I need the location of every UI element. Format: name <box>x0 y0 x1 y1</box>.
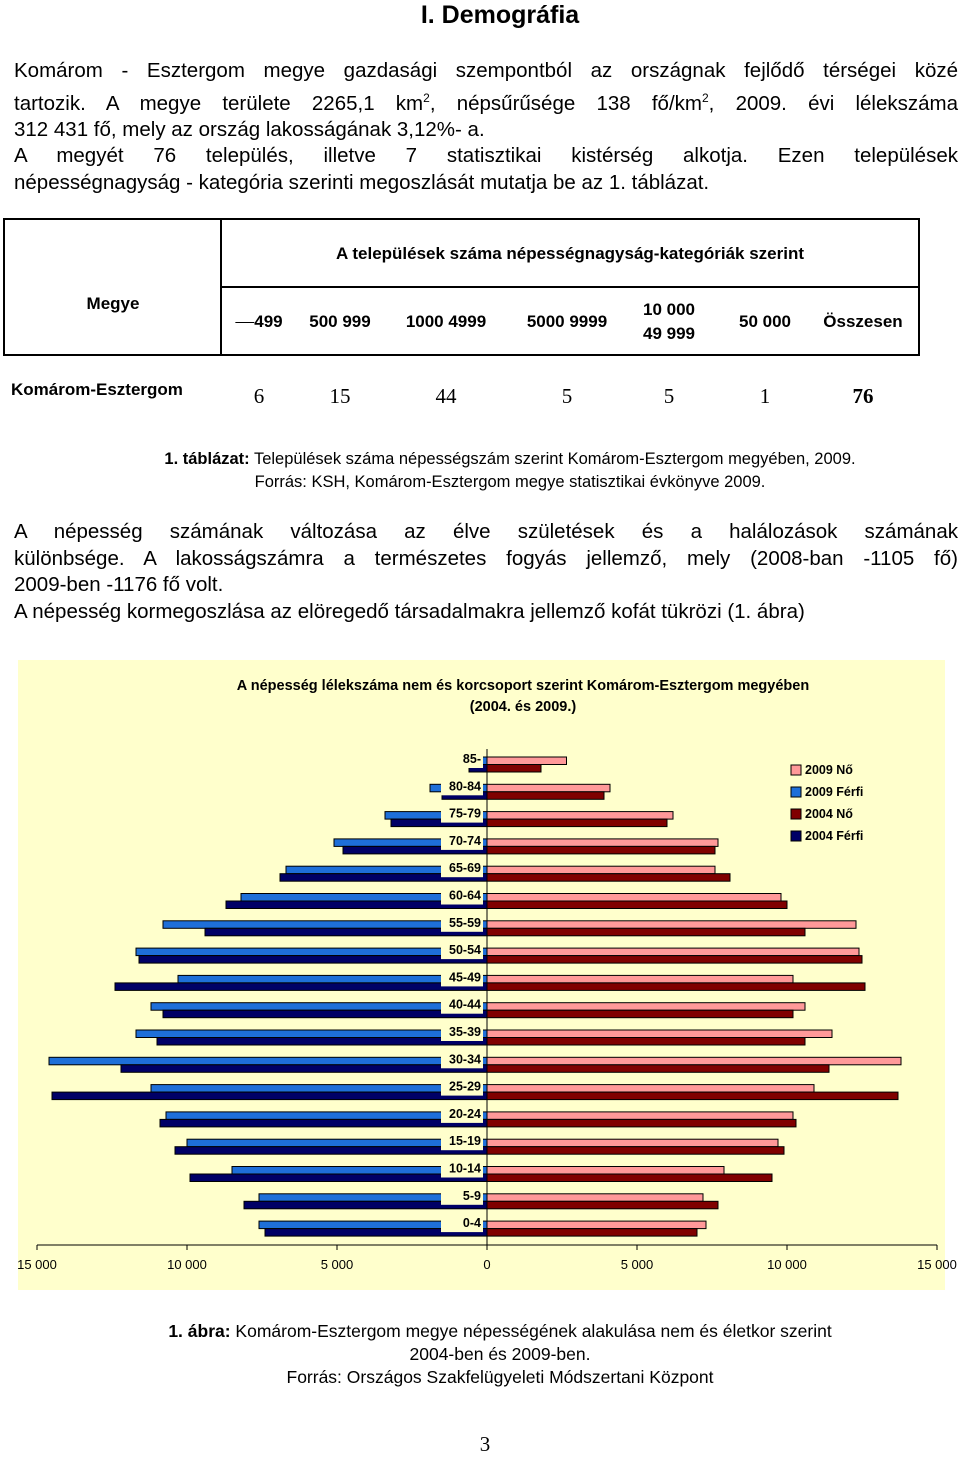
body-paragraph <box>14 519 958 625</box>
category-label: 20-24 <box>449 1106 481 1121</box>
category-label: 55-59 <box>449 915 481 930</box>
x-tick-label: 0 <box>483 1257 491 1272</box>
category-label: 30-34 <box>449 1052 481 1067</box>
column-header: 500 999 <box>309 312 371 331</box>
category-label: 35-39 <box>449 1025 481 1039</box>
bar-2004-nő <box>487 1229 697 1237</box>
category-label: 85- <box>462 752 481 766</box>
bar-2009-nő <box>487 812 673 820</box>
x-tick-label: 10 000 <box>167 1257 207 1272</box>
bar-2004-nő <box>487 819 667 827</box>
category-label: 80-84 <box>449 779 481 794</box>
bar-2004-férfi <box>121 1065 487 1073</box>
bar-2004-nő <box>487 1038 805 1046</box>
table-cell: 5 <box>561 384 573 408</box>
bar-2004-férfi <box>163 1010 487 1018</box>
category-label: 25-29 <box>449 1079 481 1094</box>
bar-2004-nő <box>487 765 541 773</box>
intro-line: népességnagyság - kategória szerinti megoszlását mutatja be az 1. táblázat. <box>14 170 710 194</box>
bar-2004-nő <box>487 956 862 964</box>
intro-line: Komárom - Esztergom megye gazdasági szempontból az országnak fejlődő térségei közé <box>14 59 958 82</box>
bar-2009-nő <box>487 975 793 983</box>
category-label: 50-54 <box>449 943 481 958</box>
chart-title: A népesség lélekszáma nem és korcsoport szerint Komárom-Esztergom megyében (2004. és 2009.) <box>236 678 810 715</box>
settlements-table <box>3 218 920 426</box>
bar-2009-férfi <box>136 948 487 956</box>
table-cell: 1 <box>759 384 771 408</box>
bar-2009-férfi <box>136 1030 487 1038</box>
intro-line: tartozik. A megye területe 2265,1 $km^2$, népsűrűsége 138 $fő/km^2$, 2009. évi lélekszáma <box>14 90 959 115</box>
bar-2009-nő <box>487 1057 901 1065</box>
bar-2009-nő <box>487 1085 814 1093</box>
bar-2009-nő <box>487 1003 805 1011</box>
category-label: 60-64 <box>449 888 481 903</box>
category-label: 45-49 <box>449 970 481 985</box>
bar-2004-férfi <box>115 983 487 991</box>
section-heading: I. Demográfia <box>420 1 580 29</box>
intro-paragraph <box>14 58 958 196</box>
category-label: 40-44 <box>449 997 481 1012</box>
bar-2009-nő <box>487 894 781 902</box>
legend-swatch <box>791 831 801 841</box>
x-tick-label: 15 000 <box>917 1257 957 1272</box>
bar-2004-nő <box>487 792 604 800</box>
table-group-header: A települések száma népességnagyság-kategóriák szerint <box>335 244 804 263</box>
legend-label: 2004 Nő <box>805 807 853 821</box>
bar-2004-nő <box>487 983 865 991</box>
bar-2009-nő <box>487 866 715 874</box>
bar-2004-nő <box>487 846 715 854</box>
x-tick-label: 10 000 <box>767 1257 807 1272</box>
body-line: A népesség számának változása az élve születések és a halálozások számának <box>14 520 958 543</box>
bar-2004-nő <box>487 1174 772 1182</box>
x-tick-label: 5 000 <box>620 1257 654 1272</box>
intro-line: A megyét 76 település, illetve 7 statisztikai kistérség alkotja. Ezen települések <box>14 144 958 168</box>
bar-2004-férfi <box>52 1092 487 1100</box>
legend-swatch <box>791 787 801 797</box>
bar-2009-nő <box>487 1030 832 1038</box>
category-label: 0-4 <box>462 1216 481 1231</box>
legend-label: 2009 Férfi <box>805 785 864 799</box>
x-tick-label: 15 000 <box>17 1257 57 1272</box>
bar-2004-nő <box>487 1010 793 1018</box>
legend-swatch <box>791 809 801 819</box>
bar-2009-férfi <box>49 1057 487 1065</box>
population-pyramid-chart <box>0 740 960 1285</box>
figure-source: Forrás: Országos Szakfelügyeleti Módszertani Központ <box>286 1367 714 1387</box>
bar-2004-férfi <box>157 1038 487 1046</box>
bar-2004-nő <box>487 928 805 936</box>
bar-2009-férfi <box>166 1112 487 1120</box>
table-cell: 6 <box>253 384 265 408</box>
legend-label: 2004 Férfi <box>805 829 864 843</box>
bar-2009-nő <box>487 921 856 929</box>
category-label: 70-74 <box>449 833 481 848</box>
bar-2009-nő <box>487 1194 703 1202</box>
bar-2004-férfi <box>175 1147 487 1155</box>
bar-2009-nő <box>487 1167 724 1175</box>
column-header: 1000 4999 <box>405 312 487 331</box>
table-caption: 1. táblázat: Települések száma népességszám szerint Komárom-Esztergom megyében, 2009. <box>164 450 856 468</box>
category-label: 75-79 <box>449 806 481 821</box>
bar-2009-nő <box>487 948 859 956</box>
bar-2009-nő <box>487 757 567 765</box>
bar-2004-nő <box>487 901 787 909</box>
category-label: 65-69 <box>449 861 481 876</box>
table-row-label: Komárom-Esztergom <box>11 380 183 399</box>
legend-label: 2009 Nő <box>805 763 853 777</box>
bar-2009-nő <box>487 1112 793 1120</box>
column-header: Összesen <box>823 312 903 331</box>
bar-2009-férfi <box>163 921 487 929</box>
bar-2004-nő <box>487 1147 784 1155</box>
column-header: 49 999 <box>643 324 695 343</box>
body-line: A népesség kormegoszlása az elöregedő társadalmakra jellemző kofát tükrözi (1. ábra) <box>14 599 805 623</box>
table-cell: 5 <box>663 384 675 408</box>
bar-2009-férfi <box>151 1003 487 1011</box>
column-header: 50 000 <box>739 312 791 331</box>
bar-2009-férfi <box>178 975 487 983</box>
bar-2009-nő <box>487 784 610 792</box>
table-cell: 15 <box>329 384 351 408</box>
page-number: 3 <box>479 1432 491 1456</box>
bar-2004-nő <box>487 874 730 882</box>
figure-caption-line: 2004-ben és 2009-ben. <box>409 1344 591 1364</box>
category-label: 10-14 <box>449 1161 481 1176</box>
table-cell-total: 76 <box>852 384 874 408</box>
category-label: 5-9 <box>462 1188 481 1203</box>
x-tick-label: 5 000 <box>320 1257 354 1272</box>
bar-2004-férfi <box>160 1119 487 1127</box>
intro-line: 312 431 fő, mely az ország lakosságának 3,12%- a. <box>14 117 485 141</box>
table-cell: 44 <box>435 384 457 408</box>
bar-2009-férfi <box>151 1085 487 1093</box>
legend-swatch <box>791 765 801 775</box>
bar-2009-nő <box>487 1221 706 1229</box>
column-header: 499 <box>254 312 283 331</box>
bar-2009-nő <box>487 839 718 847</box>
bar-2004-nő <box>487 1065 829 1073</box>
table-source: Forrás: KSH, Komárom-Esztergom megye statisztikai évkönyve 2009. <box>254 473 766 491</box>
bar-2009-nő <box>487 1139 778 1147</box>
column-header: 5000 9999 <box>526 312 608 331</box>
bar-2004-nő <box>487 1119 796 1127</box>
body-line: különbsége. A lakosságszámra a természetes fogyás jellemző, mely (2008-ban -1105 fő) <box>14 546 958 570</box>
table-row-header: Megye <box>86 294 140 313</box>
figure-caption: 1. ábra: Komárom-Esztergom megye népességének alakulása nem és életkor szerint <box>168 1321 832 1341</box>
body-line: 2009-ben -1176 fő volt. <box>14 573 224 596</box>
category-label: 15-19 <box>449 1134 481 1149</box>
column-header: 10 000 <box>643 300 695 319</box>
bar-2004-nő <box>487 1201 718 1209</box>
bar-2004-férfi <box>139 956 487 964</box>
bar-2004-nő <box>487 1092 898 1100</box>
